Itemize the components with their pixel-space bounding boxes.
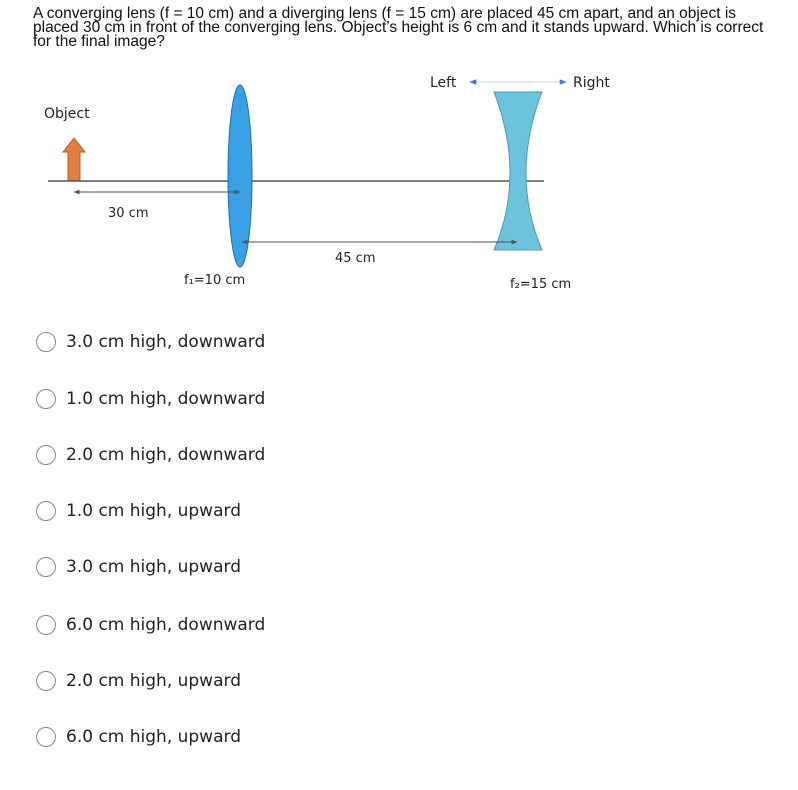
f2-label: f₂=15 cm [510, 277, 572, 292]
option-label: 1.0 cm high, upward [66, 501, 241, 521]
object-label: Object [44, 106, 90, 122]
f1-label: f₁=10 cm [184, 273, 246, 288]
option-2[interactable] [36, 386, 265, 412]
option-label: 1.0 cm high, downward [66, 389, 266, 409]
lens-diagram [0, 0, 798, 320]
radio-button[interactable] [36, 501, 56, 521]
radio-button[interactable] [36, 727, 56, 747]
option-5[interactable] [36, 554, 241, 580]
distance-object-label: 30 cm [108, 206, 149, 221]
option-label: 6.0 cm high, downward [66, 615, 266, 635]
radio-button[interactable] [36, 557, 56, 577]
diverging-lens [494, 92, 542, 250]
object-arrow [63, 138, 85, 181]
option-label: 2.0 cm high, downward [66, 445, 266, 465]
option-label: 3.0 cm high, downward [66, 332, 266, 352]
option-4[interactable] [36, 498, 241, 524]
option-label: 6.0 cm high, upward [66, 727, 241, 747]
option-7[interactable] [36, 668, 241, 694]
option-6[interactable] [36, 612, 265, 638]
option-label: 2.0 cm high, upward [66, 671, 241, 691]
radio-button[interactable] [36, 615, 56, 635]
converging-lens [228, 85, 252, 267]
distance-lenses-label: 45 cm [335, 251, 376, 266]
radio-button[interactable] [36, 671, 56, 691]
radio-button[interactable] [36, 332, 56, 352]
option-1[interactable] [36, 329, 265, 355]
question-text: A converging lens (f = 10 cm) and a diverging lens (f = 15 cm) are placed 45 cm apart, and an object is placed 30 cm in front of the converging lens. Object’s height is 6 cm and it stands upward. Which is correct for the final image? [33, 5, 764, 50]
radio-button[interactable] [36, 445, 56, 465]
option-3[interactable] [36, 442, 265, 468]
direction-right-label: Right [573, 75, 610, 91]
direction-left-label: Left [430, 75, 457, 91]
option-label: 3.0 cm high, upward [66, 557, 241, 577]
radio-button[interactable] [36, 389, 56, 409]
option-8[interactable] [36, 724, 241, 750]
